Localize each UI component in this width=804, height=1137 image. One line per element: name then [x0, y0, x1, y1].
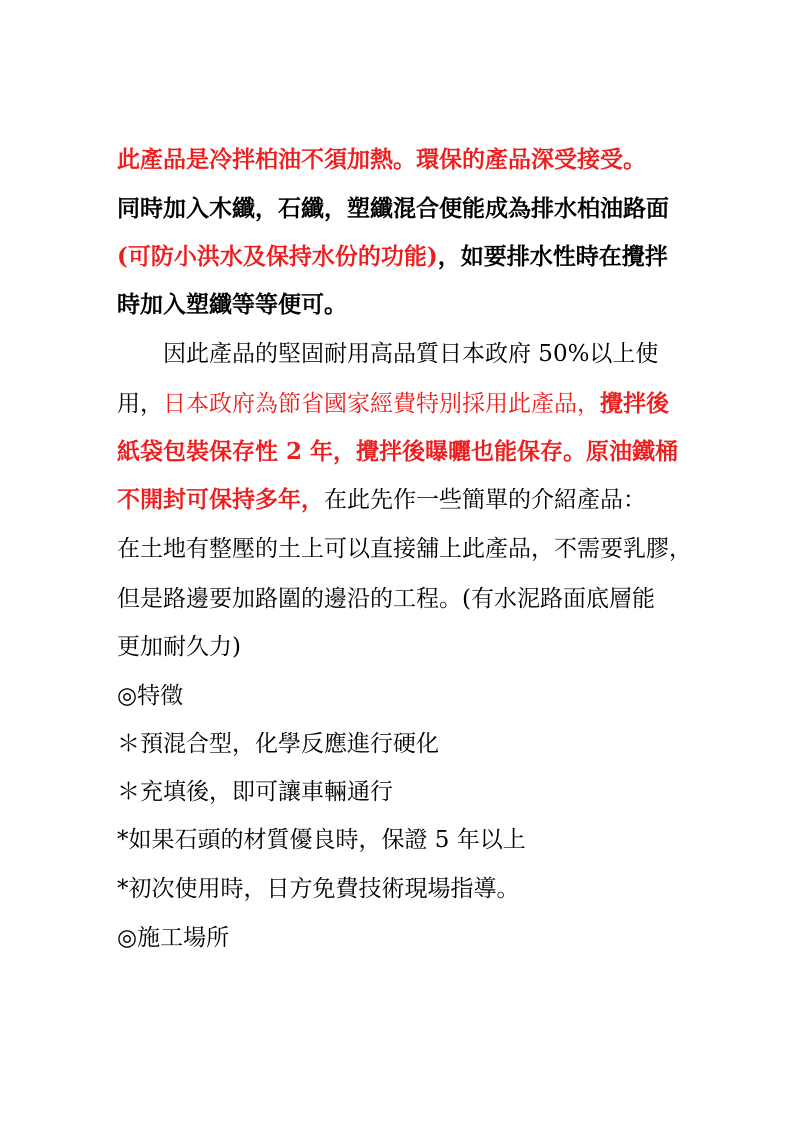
sites-heading: ◎施工場所 — [117, 925, 230, 951]
paragraph-line — [117, 389, 744, 419]
features-heading: ◎特徵 — [117, 683, 184, 709]
body-text: 在此先作一些簡單的介紹產品： — [324, 487, 646, 513]
paragraph-line: 在土地有整壓的土上可以直接舖上此產品，不需要乳膠， — [117, 536, 692, 562]
feature-item: *初次使用時，日方免費技術現場指導。 — [117, 876, 520, 902]
red-bold-text: 攪拌後 — [600, 390, 669, 417]
paragraph-line — [117, 242, 744, 272]
feature-item: ＊充填後，即可讓車輛通行 — [117, 779, 393, 805]
feature-item: *如果石頭的材質優良時，保證 5 年以上 — [117, 827, 526, 853]
paragraph-line: 此產品是冷拌柏油不須加熱。環保的產品深受接受。 — [117, 146, 646, 173]
paragraph-line: 因此產品的堅固耐用高品質日本政府 50%以上使 — [163, 341, 659, 367]
paragraph-line: 同時加入木纖，石纖，塑纖混合便能成為排水柏油路面 — [117, 195, 669, 222]
feature-item: ＊預混合型，化學反應進行硬化 — [117, 731, 439, 757]
paragraph-line: 但是路邊要加路圍的邊沿的工程。(有水泥路面底層能 — [117, 586, 655, 612]
red-highlight-text: 日本政府為節省國家經費特別採用此產品， — [163, 391, 600, 417]
paragraph-line — [117, 485, 744, 515]
red-bold-text: 不開封可保持多年， — [117, 486, 324, 513]
paragraph-line: 更加耐久力) — [117, 634, 241, 660]
body-text: ，如要排水性時在攪拌 — [437, 243, 668, 270]
paragraph-line: 時加入塑纖等等便可。 — [117, 291, 347, 318]
paragraph-line: 紙袋包裝保存性 2 年，攪拌後曝曬也能保存。原油鐵桶 — [117, 438, 679, 465]
body-text: 用， — [117, 391, 163, 417]
red-highlight-text: (可防小洪水及保持水份的功能) — [117, 243, 438, 270]
